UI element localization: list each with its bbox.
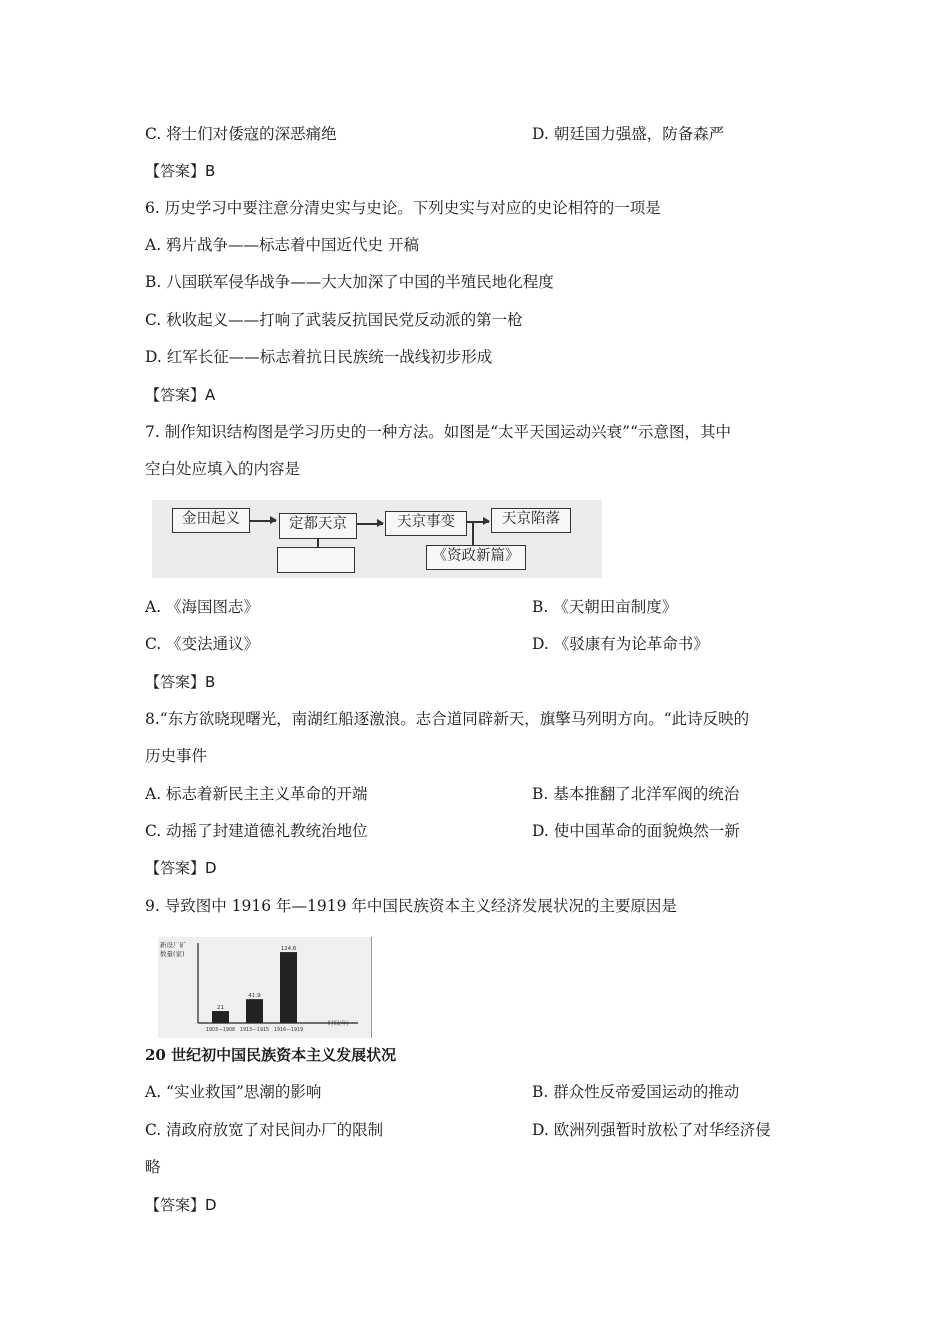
q6-stem: 6. 历史学习中要注意分清史实与史论。下列史实与对应的史论相符的一项是 (145, 199, 661, 217)
q5-answer: 【答案】B (145, 162, 216, 180)
q8-stem-line1: 8.“东方欲晓现曙光，南湖红船逐激浪。志合道同辟新天，旗擎马列明方向。“此诗反映的 (145, 710, 750, 728)
flow-arrow (467, 521, 489, 523)
q7-option-c: C. 《变法通议》 (145, 635, 260, 653)
q8-option-c: C. 动摇了封建道德礼教统治地位 (145, 822, 368, 840)
flow-connector (317, 539, 319, 547)
q9-option-a: A. “实业救国”思潮的影响 (145, 1083, 322, 1101)
q6-option-c: C. 秋收起义——打响了武装反抗国民党反动派的第一枪 (145, 311, 523, 329)
flow-arrow (357, 523, 383, 525)
q8-option-a: A. 标志着新民主主义革命的开端 (145, 785, 368, 803)
category-label: 1913—1915 (239, 1028, 270, 1033)
x-axis-label: 时间(年) (328, 1021, 349, 1027)
q7-option-b: B. 《天朝田亩制度》 (532, 598, 678, 616)
q9-option-d-cont: 略 (145, 1158, 161, 1176)
q7-option-d: D. 《驳康有为论革命书》 (532, 635, 709, 653)
q5-option-c: C. 将士们对倭寇的深恶痛绝 (145, 125, 337, 143)
q5-option-d: D. 朝廷国力强盛，防备森严 (532, 125, 725, 143)
q9-stem: 9. 导致图中 1916 年—1919 年中国民族资本主义经济发展状况的主要原因是 (145, 897, 677, 915)
bar-value-label: 21 (217, 1005, 224, 1012)
flow-box-jintian: 金田起义 (172, 508, 250, 533)
q9-option-d: D. 欧洲列强暂时放松了对华经济侵 (532, 1121, 771, 1139)
y-axis-label: 数量(家) (160, 950, 185, 958)
q6-option-d: D. 红军长征——标志着抗日民族统一战线初步形成 (145, 348, 493, 366)
bar (212, 1011, 229, 1023)
q6-option-a: A. 鸦片战争——标志着中国近代史 开稿 (145, 236, 419, 254)
flow-box-blank (277, 547, 355, 573)
q6-option-b: B. 八国联军侵华战争——大大加深了中国的半殖民地化程度 (145, 273, 554, 291)
q7-answer: 【答案】B (145, 673, 216, 691)
flow-connector (472, 523, 474, 545)
q7-stem-line1: 7. 制作知识结构图是学习历史的一种方法。如图是“太平天国运动兴衰”“示意图，其中 (145, 423, 731, 441)
bar (280, 952, 297, 1023)
q6-answer: 【答案】A (145, 386, 216, 404)
category-label: 1903—1908 (205, 1028, 236, 1033)
q9-answer: 【答案】D (145, 1196, 217, 1214)
flow-box-tianjing-incident: 天京事变 (385, 511, 467, 536)
bar-value-label: 124.6 (280, 946, 297, 953)
flow-box-tianjing-fall: 天京陷落 (491, 508, 571, 533)
bar (246, 999, 263, 1023)
capitalism-bar-chart (158, 937, 372, 1038)
y-axis-label: 新设厂矿 (160, 941, 186, 949)
taiping-flow-diagram (152, 500, 602, 578)
chart-caption: 20 世纪初中国民族资本主义发展状况 (145, 1046, 397, 1064)
category-label: 1916—1919 (273, 1028, 304, 1033)
q8-option-d: D. 使中国革命的面貌焕然一新 (532, 822, 740, 840)
q7-stem-line2: 空白处应填入的内容是 (145, 460, 301, 478)
flow-box-tianjing: 定都天京 (279, 513, 357, 539)
bar-value-label: 41.9 (248, 993, 261, 1000)
q8-stem-line2: 历史事件 (145, 747, 208, 765)
q8-option-b: B. 基本推翻了北洋军阀的统治 (532, 785, 740, 803)
q9-option-c: C. 清政府放宽了对民间办厂的限制 (145, 1121, 384, 1139)
q7-option-a: A. 《海国图志》 (145, 598, 260, 616)
q9-option-b: B. 群众性反帝爱国运动的推动 (532, 1083, 740, 1101)
flow-arrow (250, 520, 276, 522)
q8-answer: 【答案】D (145, 859, 217, 877)
bar-chart-svg (158, 937, 371, 1038)
flow-box-zizheng: 《资政新篇》 (426, 545, 526, 570)
